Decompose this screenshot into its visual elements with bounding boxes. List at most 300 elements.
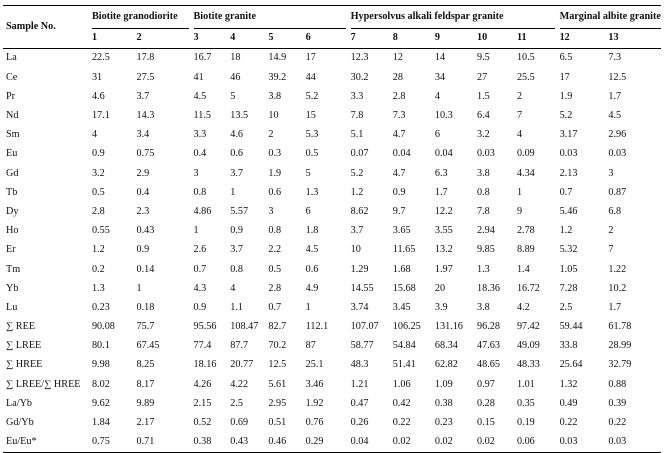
table-cell: 0.23 xyxy=(434,417,453,429)
table-cell: 12.5 xyxy=(268,359,287,371)
table-cell: 5.46 xyxy=(559,205,578,217)
table-cell: 14 xyxy=(434,52,446,64)
table-cell: 0.02 xyxy=(477,433,517,453)
table-cell: 0.6 xyxy=(268,186,282,198)
table-cell: 1.1 xyxy=(230,301,244,313)
table-row xyxy=(3,241,661,260)
table-cell: 4.6 xyxy=(91,90,105,102)
table-cell: 4.34 xyxy=(516,167,535,179)
table-cell: 0.3 xyxy=(268,148,282,160)
table-row xyxy=(3,375,661,394)
table-row xyxy=(3,222,661,241)
table-cell: 20 xyxy=(434,282,446,294)
table-cell: 4.5 xyxy=(305,244,319,256)
table-row xyxy=(3,183,661,202)
table-cell: 0.6 xyxy=(305,263,319,275)
table-cell: 0.7 xyxy=(559,186,573,198)
table-cell: 107.07 xyxy=(350,321,379,333)
table-cell: 8.02 xyxy=(91,378,110,390)
table-cell: 2.8 xyxy=(392,90,406,102)
column-header: 3 xyxy=(194,29,231,49)
table-cell: 39.2 xyxy=(268,71,287,83)
row-label: Dy xyxy=(6,205,19,217)
column-header: 5 xyxy=(268,29,305,49)
table-cell: 2.15 xyxy=(193,397,212,409)
table-row xyxy=(3,318,661,337)
table-cell: 0.26 xyxy=(350,417,369,429)
table-cell: 17.8 xyxy=(136,52,155,64)
table-cell: 1 xyxy=(136,282,142,294)
table-cell: 1.29 xyxy=(350,263,369,275)
table-cell: 0.22 xyxy=(608,417,627,429)
table-cell: 0.02 xyxy=(393,433,435,453)
table-cell: 27 xyxy=(477,71,488,83)
table-cell: 5.2 xyxy=(350,167,364,179)
table-cell: 61.78 xyxy=(608,321,632,333)
row-label: Tm xyxy=(6,263,21,275)
table-body xyxy=(3,49,661,453)
table-cell: 0.19 xyxy=(516,417,535,429)
table-cell: 0.03 xyxy=(477,148,495,160)
table-cell: 7.8 xyxy=(350,110,364,122)
table-cell: 1.9 xyxy=(268,167,282,179)
column-number-row xyxy=(3,29,661,49)
table-cell: 8.62 xyxy=(350,205,369,217)
table-cell: 5 xyxy=(305,167,311,179)
table-cell: 1.06 xyxy=(392,378,411,390)
table-cell: 80.1 xyxy=(91,340,110,352)
table-cell: 16.7 xyxy=(193,52,212,64)
table-cell: 6.4 xyxy=(477,110,490,122)
table-row xyxy=(3,145,661,164)
table-cell: 1 xyxy=(516,186,523,198)
table-cell: 7.3 xyxy=(392,110,406,122)
table-cell: 28.99 xyxy=(608,340,632,352)
table-cell: 4.7 xyxy=(392,129,406,141)
table-cell: 1 xyxy=(230,186,236,198)
table-cell: 1.92 xyxy=(305,397,324,409)
table-cell: 5.2 xyxy=(305,90,319,102)
table-cell: 0.71 xyxy=(137,433,189,453)
table-cell: 0.88 xyxy=(608,378,627,390)
table-cell: 25.64 xyxy=(559,359,583,371)
table-cell: 18.16 xyxy=(193,359,217,371)
table-cell: 0.8 xyxy=(477,186,490,198)
table-cell: 2.5 xyxy=(559,301,573,313)
row-label: Sm xyxy=(6,129,20,141)
table-cell: 17 xyxy=(559,71,570,83)
table-cell: 1.8 xyxy=(305,225,319,237)
table-cell: 3 xyxy=(193,167,199,179)
table-cell: 18.36 xyxy=(477,282,500,294)
table-cell: 2.2 xyxy=(268,244,282,256)
table-cell: 30.2 xyxy=(350,71,369,83)
row-label: Lu xyxy=(6,301,18,313)
table-cell: 12.5 xyxy=(608,71,627,83)
table-cell: 17.1 xyxy=(91,110,110,122)
table-cell: 0.8 xyxy=(193,186,207,198)
table-cell: 12.2 xyxy=(434,205,453,217)
table-cell: 16.72 xyxy=(516,282,540,294)
table-cell: 46 xyxy=(230,71,241,83)
table-cell: 0.8 xyxy=(230,263,244,275)
table-cell: 11.65 xyxy=(392,244,416,256)
table-cell: 14.9 xyxy=(268,52,287,64)
table-cell: 51.41 xyxy=(392,359,416,371)
table-cell: 131.16 xyxy=(434,321,463,333)
table-cell: 0.9 xyxy=(230,225,244,237)
table-cell: 0.87 xyxy=(608,186,627,198)
table-cell: 0.42 xyxy=(392,397,411,409)
table-row xyxy=(3,126,661,145)
table-cell: 1.05 xyxy=(559,263,578,275)
row-label: ∑ LREE/∑ HREE xyxy=(6,378,81,390)
table-cell: 67.45 xyxy=(136,340,160,352)
table-cell: 3.2 xyxy=(477,129,490,141)
table-cell: 31 xyxy=(91,71,103,83)
table-cell: 0.03 xyxy=(559,148,578,160)
table-cell: 2.6 xyxy=(193,244,207,256)
table-cell: 6 xyxy=(434,129,440,141)
table-cell: 0.9 xyxy=(193,301,207,313)
table-cell: 0.07 xyxy=(350,148,369,160)
table-cell: 2 xyxy=(268,129,274,141)
table-cell: 1.3 xyxy=(305,186,319,198)
table-cell: 4.2 xyxy=(516,301,530,313)
row-label: La xyxy=(6,52,17,64)
table-cell: 0.51 xyxy=(268,417,287,429)
table-cell: 9.62 xyxy=(91,397,110,409)
table-cell: 7 xyxy=(608,244,614,256)
table-cell: 4.5 xyxy=(193,90,207,102)
table-cell: 10.3 xyxy=(434,110,453,122)
group-biotite-granite: Biotite granite xyxy=(194,6,347,29)
table-row xyxy=(3,164,661,183)
table-cell: 22.5 xyxy=(91,52,110,64)
table-cell: 11.5 xyxy=(193,110,211,122)
table-cell: 0.18 xyxy=(136,301,155,313)
column-header: 1 xyxy=(92,29,137,49)
table-cell: 0.02 xyxy=(435,433,477,453)
table-cell: 0.22 xyxy=(559,417,578,429)
table-cell: 3.4 xyxy=(136,129,150,141)
table-cell: 1.2 xyxy=(559,225,573,237)
table-cell: 1.2 xyxy=(350,186,364,198)
table-cell: 1.7 xyxy=(434,186,448,198)
row-label: Er xyxy=(6,244,16,256)
column-header: 8 xyxy=(393,29,435,49)
group-hypersolvus-alkali-feldspar-granite: Hypersolvus alkali feldspar granite xyxy=(351,6,555,29)
table-cell: 3.7 xyxy=(136,90,150,102)
table-cell: 6.5 xyxy=(559,52,573,64)
table-cell: 3.7 xyxy=(230,244,244,256)
table-cell: 0.43 xyxy=(230,433,268,453)
table-cell: 0.97 xyxy=(477,378,495,390)
table-cell: 0.7 xyxy=(193,263,207,275)
row-label: Eu xyxy=(6,148,18,160)
table-cell: 9.5 xyxy=(477,52,490,64)
table-cell: 95.56 xyxy=(193,321,217,333)
table-cell: 87 xyxy=(305,340,316,352)
table-cell: 0.75 xyxy=(92,433,137,453)
table-cell: 9.85 xyxy=(477,244,495,256)
table-cell: 14.55 xyxy=(350,282,374,294)
table-cell: 17 xyxy=(305,52,316,64)
sample-no-header: Sample No. xyxy=(3,6,87,49)
table-cell: 0.52 xyxy=(193,417,212,429)
table-cell: 90.08 xyxy=(91,321,115,333)
table-cell: 3.17 xyxy=(559,129,578,141)
table-cell: 47.63 xyxy=(477,340,500,352)
table-cell: 2.5 xyxy=(230,397,244,409)
table-cell: 3.3 xyxy=(193,129,207,141)
table-cell: 4 xyxy=(516,129,523,141)
group-marginal-albite-granite: Marginal albite granite xyxy=(560,6,661,29)
table-cell: 0.04 xyxy=(351,433,393,453)
table-row xyxy=(3,87,661,106)
table-cell: 3.46 xyxy=(305,378,324,390)
table-cell: 2.96 xyxy=(608,129,627,141)
table-cell: 0.03 xyxy=(560,433,609,453)
row-label: Gd/Yb xyxy=(6,417,34,429)
table-cell: 3.9 xyxy=(434,301,448,313)
table-cell: 13.5 xyxy=(230,110,249,122)
table-cell: 5.32 xyxy=(559,244,578,256)
group-biotite-granodiorite: Biotite granodiorite xyxy=(92,6,189,29)
table-cell: 10.2 xyxy=(608,282,627,294)
table-cell: 3.45 xyxy=(392,301,411,313)
table-cell: 1.68 xyxy=(392,263,411,275)
table-cell: 1.32 xyxy=(559,378,578,390)
row-label: ∑ LREE xyxy=(6,340,42,352)
table-cell: 1.09 xyxy=(434,378,453,390)
table-cell: 1.7 xyxy=(608,301,622,313)
table-cell: 0.04 xyxy=(434,148,453,160)
table-cell: 58.77 xyxy=(350,340,374,352)
table-cell: 4.7 xyxy=(392,167,406,179)
table-cell: 2.3 xyxy=(136,205,150,217)
table-cell: 9.7 xyxy=(392,205,406,217)
table-cell: 0.4 xyxy=(136,186,150,198)
table-row xyxy=(3,356,661,375)
table-cell: 4 xyxy=(91,129,98,141)
table-cell: 3.3 xyxy=(350,90,364,102)
table-cell: 6.8 xyxy=(608,205,622,217)
table-cell: 34 xyxy=(434,71,446,83)
table-cell: 68.34 xyxy=(434,340,458,352)
group-header-row xyxy=(3,6,661,29)
row-label: Gd xyxy=(6,167,19,179)
row-label: ∑ REE xyxy=(6,321,36,333)
table-row xyxy=(3,298,661,317)
table-row xyxy=(3,107,661,126)
table-cell: 0.2 xyxy=(91,263,105,275)
table-cell: 44 xyxy=(305,71,316,83)
table-cell: 108.47 xyxy=(230,321,259,333)
table-cell: 48.3 xyxy=(350,359,369,371)
table-cell: 3.7 xyxy=(350,225,364,237)
table-cell: 0.9 xyxy=(392,186,406,198)
table-cell: 4.22 xyxy=(230,378,249,390)
table-cell: 2.8 xyxy=(268,282,282,294)
table-cell: 48.33 xyxy=(516,359,540,371)
table-cell: 3.74 xyxy=(350,301,369,313)
table-cell: 0.5 xyxy=(91,186,105,198)
table-cell: 0.09 xyxy=(516,148,535,160)
row-label: Eu/Eu* xyxy=(3,433,87,453)
table-cell: 6 xyxy=(305,205,311,217)
table-cell: 5.61 xyxy=(268,378,287,390)
table-cell: 3.2 xyxy=(91,167,105,179)
table-cell: 4 xyxy=(230,282,236,294)
table-cell: 10 xyxy=(268,110,279,122)
table-cell: 0.22 xyxy=(392,417,411,429)
table-cell: 1.4 xyxy=(516,263,530,275)
table-cell: 0.35 xyxy=(516,397,535,409)
table-cell: 18 xyxy=(230,52,241,64)
table-cell: 62.82 xyxy=(434,359,458,371)
table-cell: 2.8 xyxy=(91,205,105,217)
table-cell: 3.55 xyxy=(434,225,453,237)
table-cell: 0.7 xyxy=(268,301,282,313)
ree-data-table xyxy=(3,5,661,453)
table-cell: 12.3 xyxy=(350,52,369,64)
table-cell: 0.29 xyxy=(306,433,346,453)
table-cell: 1 xyxy=(305,301,311,313)
table-cell: 4.26 xyxy=(193,378,212,390)
table-cell: 2.94 xyxy=(477,225,495,237)
table-cell: 7.8 xyxy=(477,205,490,217)
table-cell: 10.5 xyxy=(516,52,535,64)
table-cell: 14.3 xyxy=(136,110,155,122)
table-cell: 0.9 xyxy=(136,244,150,256)
table-cell: 4 xyxy=(434,90,440,102)
table-cell: 3 xyxy=(608,167,614,179)
table-cell: 106.25 xyxy=(392,321,421,333)
table-cell: 9.98 xyxy=(91,359,110,371)
table-cell: 9.89 xyxy=(136,397,155,409)
table-cell: 54.84 xyxy=(392,340,416,352)
table-cell: 1 xyxy=(193,225,199,237)
row-label: Ho xyxy=(6,225,19,237)
table-cell: 1.01 xyxy=(516,378,535,390)
table-cell: 8.25 xyxy=(136,359,155,371)
table-cell: 0.4 xyxy=(193,148,207,160)
table-cell: 1.5 xyxy=(477,90,490,102)
table-cell: 32.79 xyxy=(608,359,632,371)
table-cell: 8.17 xyxy=(136,378,155,390)
table-cell: 75.7 xyxy=(136,321,155,333)
table-cell: 4.5 xyxy=(608,110,622,122)
row-label: Yb xyxy=(6,282,19,294)
row-label: Nd xyxy=(6,110,19,122)
table-cell: 2.78 xyxy=(516,225,535,237)
row-label: Tb xyxy=(6,186,18,198)
column-header: 13 xyxy=(608,29,661,49)
table-cell: 15.68 xyxy=(392,282,416,294)
table-cell: 87.7 xyxy=(230,340,249,352)
table-cell: 5.2 xyxy=(559,110,573,122)
table-cell: 0.9 xyxy=(91,148,105,160)
table-cell: 1.2 xyxy=(91,244,105,256)
column-header: 11 xyxy=(517,29,555,49)
table-cell: 112.1 xyxy=(305,321,329,333)
table-cell: 3.65 xyxy=(392,225,411,237)
table-cell: 1.9 xyxy=(559,90,573,102)
table-cell: 2.9 xyxy=(136,167,150,179)
table-cell: 1.22 xyxy=(608,263,627,275)
row-label: Pr xyxy=(6,90,16,102)
table-cell: 0.69 xyxy=(230,417,249,429)
table-row xyxy=(3,337,661,356)
table-cell: 10 xyxy=(350,244,361,256)
table-cell: 25.5 xyxy=(516,71,535,83)
table-cell: 0.6 xyxy=(230,148,244,160)
table-cell: 1.3 xyxy=(477,263,490,275)
table-cell: 2 xyxy=(516,90,523,102)
table-cell: 4.9 xyxy=(305,282,319,294)
row-label: Ce xyxy=(6,71,18,83)
table-cell: 6.3 xyxy=(434,167,448,179)
table-cell: 2.95 xyxy=(268,397,287,409)
table-cell: 3.8 xyxy=(477,167,490,179)
table-cell: 3.8 xyxy=(477,301,490,313)
table-cell: 15 xyxy=(305,110,316,122)
table-cell: 3.8 xyxy=(268,90,282,102)
table-cell: 4.86 xyxy=(193,205,212,217)
table-cell: 0.39 xyxy=(608,397,627,409)
table-cell: 27.5 xyxy=(136,71,155,83)
table-cell: 0.8 xyxy=(268,225,282,237)
table-row xyxy=(3,49,661,69)
table-cell: 0.46 xyxy=(268,433,305,453)
row-label: ∑ HREE xyxy=(6,359,43,371)
table-cell: 0.76 xyxy=(305,417,324,429)
table-cell: 0.03 xyxy=(608,433,661,453)
table-cell: 3 xyxy=(268,205,274,217)
table-cell: 1.21 xyxy=(350,378,369,390)
table-cell: 0.04 xyxy=(392,148,411,160)
table-cell: 4.6 xyxy=(230,129,244,141)
table-cell: 1.3 xyxy=(91,282,105,294)
table-cell: 0.14 xyxy=(136,263,155,275)
table-cell: 0.75 xyxy=(136,148,155,160)
table-cell: 25.1 xyxy=(305,359,324,371)
table-cell: 9 xyxy=(516,205,523,217)
table-cell: 1.97 xyxy=(434,263,453,275)
table-row xyxy=(3,279,661,298)
table-cell: 0.28 xyxy=(477,397,495,409)
table-cell: 5.3 xyxy=(305,129,319,141)
column-header: 2 xyxy=(137,29,189,49)
table-cell: 28 xyxy=(392,71,403,83)
table-cell: 49.09 xyxy=(516,340,540,352)
table-cell: 70.2 xyxy=(268,340,287,352)
table-cell: 0.5 xyxy=(305,148,319,160)
table-cell: 2 xyxy=(608,225,614,237)
table-row xyxy=(3,414,661,433)
table-cell: 2.17 xyxy=(136,417,155,429)
table-cell: 1.84 xyxy=(91,417,110,429)
column-header: 7 xyxy=(351,29,393,49)
table-row xyxy=(3,394,661,413)
table-cell: 0.5 xyxy=(268,263,282,275)
table-cell: 97.42 xyxy=(516,321,540,333)
table-cell: 4.3 xyxy=(193,282,207,294)
table-cell: 33.8 xyxy=(559,340,578,352)
table-cell: 0.38 xyxy=(434,397,453,409)
table-cell: 96.28 xyxy=(477,321,500,333)
